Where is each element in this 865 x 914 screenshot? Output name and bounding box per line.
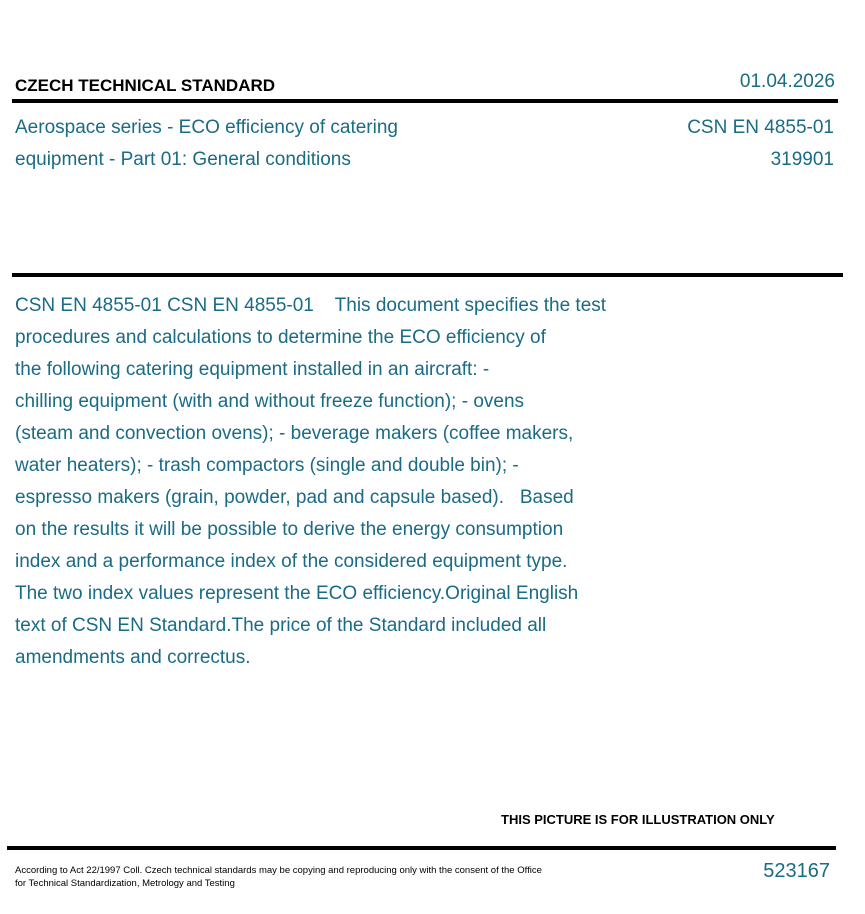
document-date: 01.04.2026 <box>739 71 835 92</box>
legal-notice-line: According to Act 22/1997 Coll. Czech technical standards may be copying and reproducing only with the consent of the Office <box>15 865 542 876</box>
abstract-line: The two index values represent the ECO efficiency.Original English <box>15 583 579 604</box>
document-category-label: CZECH TECHNICAL STANDARD <box>15 76 276 95</box>
legal-notice <box>15 864 575 890</box>
abstract-line: chilling equipment (with and without freeze function); - ovens <box>15 391 525 412</box>
abstract-line: amendments and correctus. <box>15 647 251 668</box>
title-divider <box>12 273 843 277</box>
legal-notice-line: for Technical Standardization, Metrology and Testing <box>15 878 235 889</box>
abstract-line: espresso makers (grain, powder, pad and capsule based). Based <box>15 487 574 508</box>
header-divider <box>12 99 838 103</box>
abstract-line: index and a performance index of the considered equipment type. <box>15 551 568 572</box>
document-id: 523167 <box>763 860 830 882</box>
abstract-line: water heaters); - trash compactors (single and double bin); - <box>15 455 519 476</box>
abstract-text <box>15 290 705 674</box>
abstract-line: the following catering equipment installed in an aircraft: - <box>15 359 490 380</box>
abstract-line: procedures and calculations to determine the ECO efficiency of <box>15 327 546 348</box>
standard-number: CSN EN 4855-01 <box>687 117 834 138</box>
abstract-line: on the results it will be possible to derive the energy consumption <box>15 519 564 540</box>
standard-title-line-2: equipment - Part 01: General conditions <box>15 149 351 170</box>
abstract-line: text of CSN EN Standard.The price of the Standard included all <box>15 615 547 636</box>
illustration-disclaimer: THIS PICTURE IS FOR ILLUSTRATION ONLY <box>501 812 775 827</box>
footer-divider <box>7 846 836 850</box>
abstract-line: CSN EN 4855-01 CSN EN 4855-01 This document specifies the test <box>15 295 607 316</box>
classification-number: 319901 <box>770 149 834 170</box>
abstract-line: (steam and convection ovens); - beverage makers (coffee makers, <box>15 423 574 444</box>
standard-title-line-1: Aerospace series - ECO efficiency of catering <box>15 117 398 138</box>
